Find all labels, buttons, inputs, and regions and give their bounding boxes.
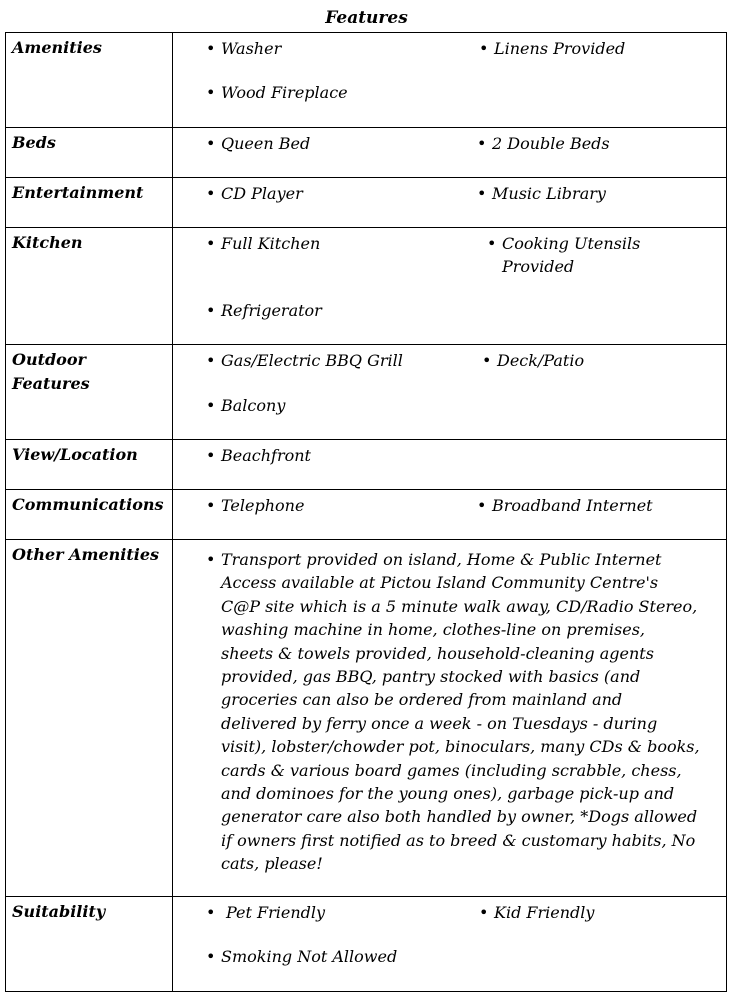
bullet-icon: • — [206, 39, 216, 58]
bullet-icon: • — [487, 234, 497, 253]
bullet-icon: • — [206, 396, 216, 415]
bullet-icon: • — [479, 39, 489, 58]
list-item: • Deck/Patio — [482, 351, 585, 370]
bullet-icon: • — [206, 134, 216, 153]
feature-row-amenities — [5, 32, 727, 127]
row-label: View/Location — [6, 440, 173, 489]
feature-row-beds — [5, 127, 727, 177]
page-title: Features — [325, 8, 408, 28]
feature-row-communications — [5, 489, 727, 539]
list-item: • CD Player — [206, 184, 303, 203]
row-label: Amenities — [6, 33, 173, 127]
list-item: • Washer — [206, 39, 282, 58]
bullet-icon: • — [206, 83, 216, 102]
list-item: • 2 Double Beds — [477, 134, 610, 153]
list-item: • Refrigerator — [206, 301, 322, 320]
list-item: • Full Kitchen — [206, 234, 321, 253]
bullet-icon: • — [477, 496, 487, 515]
feature-row-other-amenities — [5, 539, 727, 896]
list-item: • Broadband Internet — [477, 496, 653, 515]
feature-row-outdoor — [5, 344, 727, 439]
bullet-icon: • — [206, 903, 216, 922]
list-item: • Kid Friendly — [479, 903, 595, 922]
bullet-icon: • — [206, 496, 216, 515]
bullet-icon: • — [206, 234, 216, 253]
row-label: Suitability — [6, 897, 173, 991]
bullet-icon: • — [479, 903, 489, 922]
row-label: Beds — [6, 128, 173, 177]
row-label: Other Amenities — [6, 540, 173, 896]
row-label: Outdoor Features — [6, 345, 173, 439]
list-item: • Telephone — [206, 496, 305, 515]
bullet-icon: • — [206, 446, 216, 465]
bullet-icon: • — [206, 947, 216, 966]
list-item: • Linens Provided — [479, 39, 626, 58]
list-item: • Cooking Utensils — [487, 234, 641, 253]
feature-row-suitability — [5, 896, 727, 992]
row-label: Entertainment — [6, 178, 173, 227]
feature-row-entertainment — [5, 177, 727, 227]
row-label: Kitchen — [6, 228, 173, 344]
bullet-icon: • — [206, 184, 216, 203]
bullet-icon: • — [206, 550, 216, 569]
list-item: • Pet Friendly — [206, 903, 326, 922]
list-item: • Beachfront — [206, 446, 311, 465]
feature-row-view-location — [5, 439, 727, 489]
list-item: • Smoking Not Allowed — [206, 947, 398, 966]
bullet-icon: • — [482, 351, 492, 370]
bullet-icon: • — [206, 351, 216, 370]
bullet-icon: • — [206, 301, 216, 320]
list-item: • Wood Fireplace — [206, 83, 348, 102]
list-item: • Queen Bed — [206, 134, 311, 153]
list-item-continuation: Provided — [502, 257, 575, 276]
feature-row-kitchen — [5, 227, 727, 344]
row-label: Communications — [6, 490, 173, 539]
other-amenities-text: • Transport provided on island, Home & Public Internet Access available at Pictou Island Community Centre's C@P site which is a 5 minute walk away, CD/Radio Stereo, washing machine in home, clothes-line on premises, sheets & towels provided, household-cleaning agents provided, gas BBQ, pantry stocked with basics (and groceries can also be ordered from mainland and delivered by ferry once a week - on Tuesdays - during visit), lobster/chowder pot, binoculars, many CDs & books, cards & various board games (including scrabble, chess, and dominoes for the young ones), garbage pick-up and generator care also both handled by owner, *Dogs allowed if owners first notified as to breed & customary habits, No cats, please! — [206, 550, 700, 874]
bullet-icon: • — [477, 184, 487, 203]
list-item: • Gas/Electric BBQ Grill — [206, 351, 403, 370]
list-item: • Balcony — [206, 396, 286, 415]
list-item: • Music Library — [477, 184, 606, 203]
bullet-icon: • — [477, 134, 487, 153]
